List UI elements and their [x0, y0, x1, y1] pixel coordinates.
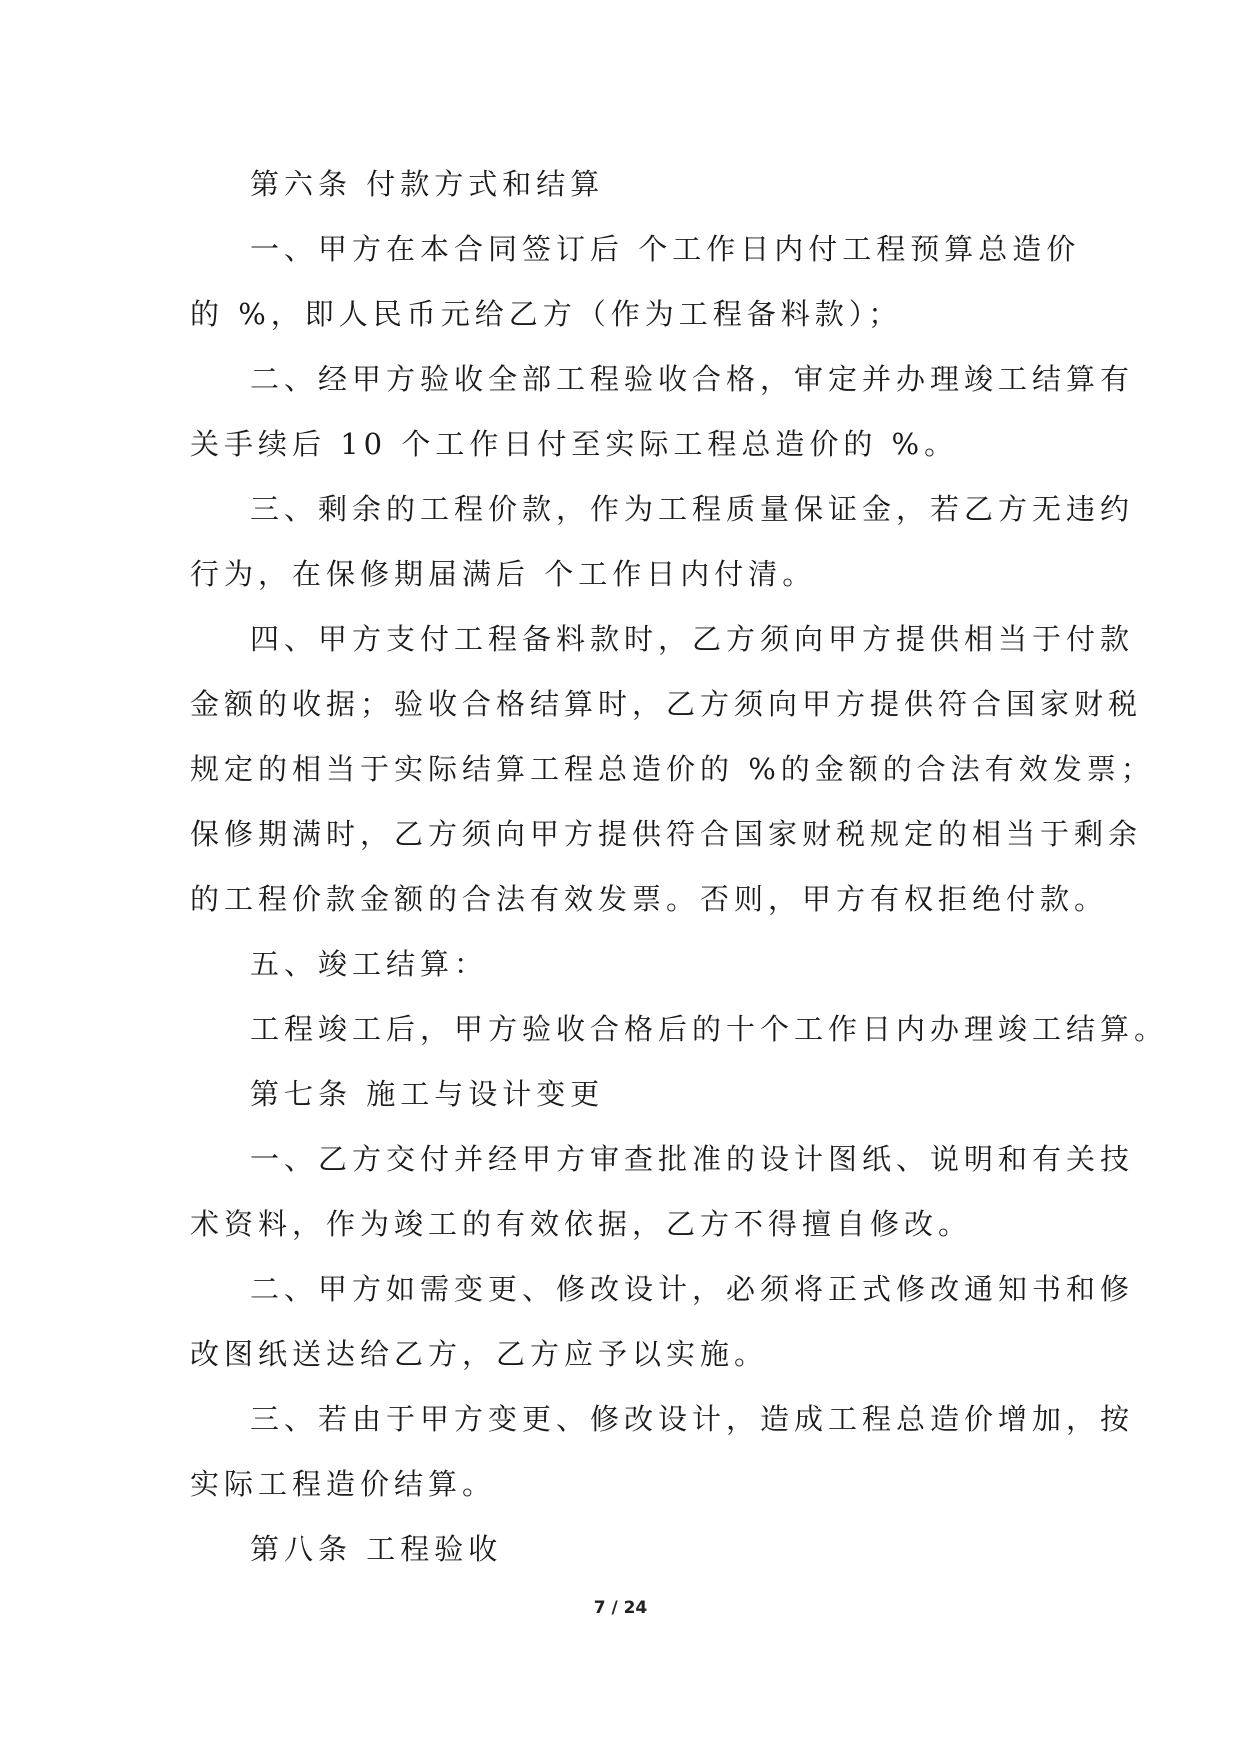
paragraph-line: 三、若由于甲方变更、修改设计，造成工程总造价增加，按	[250, 1402, 1135, 1436]
paragraph-line: 的 %，即人民币元给乙方（作为工程备料款）；	[190, 297, 903, 331]
article-6-heading: 第六条 付款方式和结算	[250, 167, 605, 201]
paragraph-line: 保修期满时，乙方须向甲方提供符合国家财税规定的相当于剩余	[190, 817, 1143, 851]
paragraph-line: 一、乙方交付并经甲方审查批准的设计图纸、说明和有关技	[250, 1142, 1135, 1176]
paragraph-line: 二、甲方如需变更、修改设计，必须将正式修改通知书和修	[250, 1272, 1135, 1306]
paragraph-line: 金额的收据；验收合格结算时，乙方须向甲方提供符合国家财税	[190, 687, 1143, 721]
paragraph-line: 改图纸送达给乙方，乙方应予以实施。	[190, 1337, 769, 1371]
paragraph-line: 实际工程造价结算。	[190, 1467, 497, 1501]
paragraph-line: 五、竣工结算：	[250, 947, 489, 981]
paragraph-line: 一、甲方在本合同签订后 个工作日内付工程预算总造价	[250, 232, 1081, 266]
page-number: 7 / 24	[593, 1598, 648, 1618]
article-7-heading: 第七条 施工与设计变更	[250, 1077, 605, 1111]
paragraph-line: 术资料，作为竣工的有效依据，乙方不得擅自修改。	[190, 1207, 973, 1241]
document-body	[190, 158, 1169, 1588]
paragraph-line: 的工程价款金额的合法有效发票。否则，甲方有权拒绝付款。	[190, 882, 1109, 916]
paragraph-line: 工程竣工后，甲方验收合格后的十个工作日内办理竣工结算。	[250, 1012, 1169, 1046]
paragraph-line: 规定的相当于实际结算工程总造价的 %的金额的合法有效发票；	[190, 752, 1155, 786]
article-8-heading: 第八条 工程验收	[250, 1532, 503, 1566]
paragraph-line: 三、剩余的工程价款，作为工程质量保证金，若乙方无违约	[250, 492, 1135, 526]
paragraph-line: 行为，在保修期届满后 个工作日内付清。	[190, 557, 817, 591]
paragraph-line: 二、经甲方验收全部工程验收合格，审定并办理竣工结算有	[250, 362, 1135, 396]
paragraph-line: 关手续后 10 个工作日付至实际工程总造价的 %。	[190, 427, 959, 461]
paragraph-line: 四、甲方支付工程备料款时，乙方须向甲方提供相当于付款	[250, 622, 1135, 656]
